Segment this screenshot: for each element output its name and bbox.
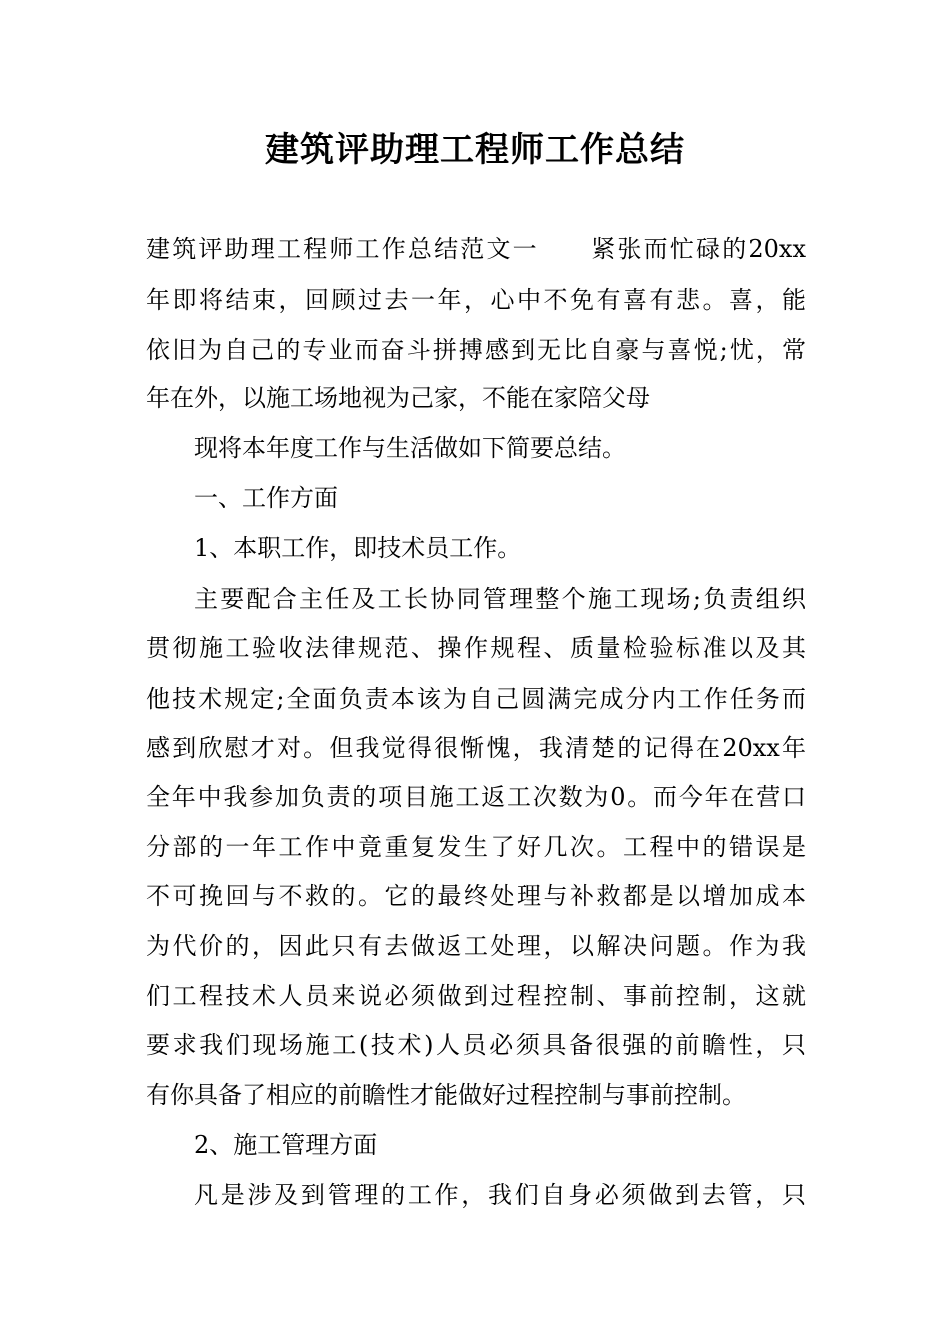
paragraph-line: 年在外，以施工场地视为己家，不能在家陪父母 <box>146 384 650 412</box>
section-heading: 一、工作方面 <box>194 484 338 512</box>
paragraph-line: 建筑评助理工程师工作总结范文一 紧张而忙碌的20xx <box>146 235 806 263</box>
paragraph-line: 主要配合主任及工长协同管理整个施工现场;负责组织 <box>194 585 806 613</box>
paragraph-line: 现将本年度工作与生活做如下简要总结。 <box>194 434 626 462</box>
paragraph-line: 年即将结束，回顾过去一年，心中不免有喜有悲。喜，能 <box>146 286 806 314</box>
paragraph-line: 们工程技术人员来说必须做到过程控制、事前控制，这就 <box>146 982 806 1010</box>
paragraph-line: 贯彻施工验收法律规范、操作规程、质量检验标准以及其 <box>146 634 806 662</box>
subsection-heading: 1、本职工作，即技术员工作。 <box>194 534 522 562</box>
document-title: 建筑评助理工程师工作总结 <box>265 130 685 170</box>
paragraph-line: 为代价的，因此只有去做返工处理，以解决问题。作为我 <box>146 932 806 960</box>
paragraph-line: 不可挽回与不救的。它的最终处理与补救都是以增加成本 <box>146 882 806 910</box>
paragraph-line: 凡是涉及到管理的工作，我们自身必须做到去管，只 <box>194 1181 806 1209</box>
paragraph-line: 全年中我参加负责的项目施工返工次数为0。而今年在营口 <box>146 783 806 811</box>
paragraph-line: 分部的一年工作中竟重复发生了好几次。工程中的错误是 <box>146 833 806 861</box>
paragraph-line: 感到欣慰才对。但我觉得很惭愧，我清楚的记得在20xx年 <box>146 734 806 762</box>
paragraph-line: 依旧为自己的专业而奋斗拼搏感到无比自豪与喜悦;忧，常 <box>146 336 806 364</box>
paragraph-line: 有你具备了相应的前瞻性才能做好过程控制与事前控制。 <box>146 1081 746 1109</box>
paragraph-line: 他技术规定;全面负责本该为自己圆满完成分内工作任务而 <box>146 685 806 713</box>
paragraph-line: 要求我们现场施工(技术)人员必须具备很强的前瞻性，只 <box>146 1031 806 1059</box>
subsection-heading: 2、施工管理方面 <box>194 1131 378 1159</box>
